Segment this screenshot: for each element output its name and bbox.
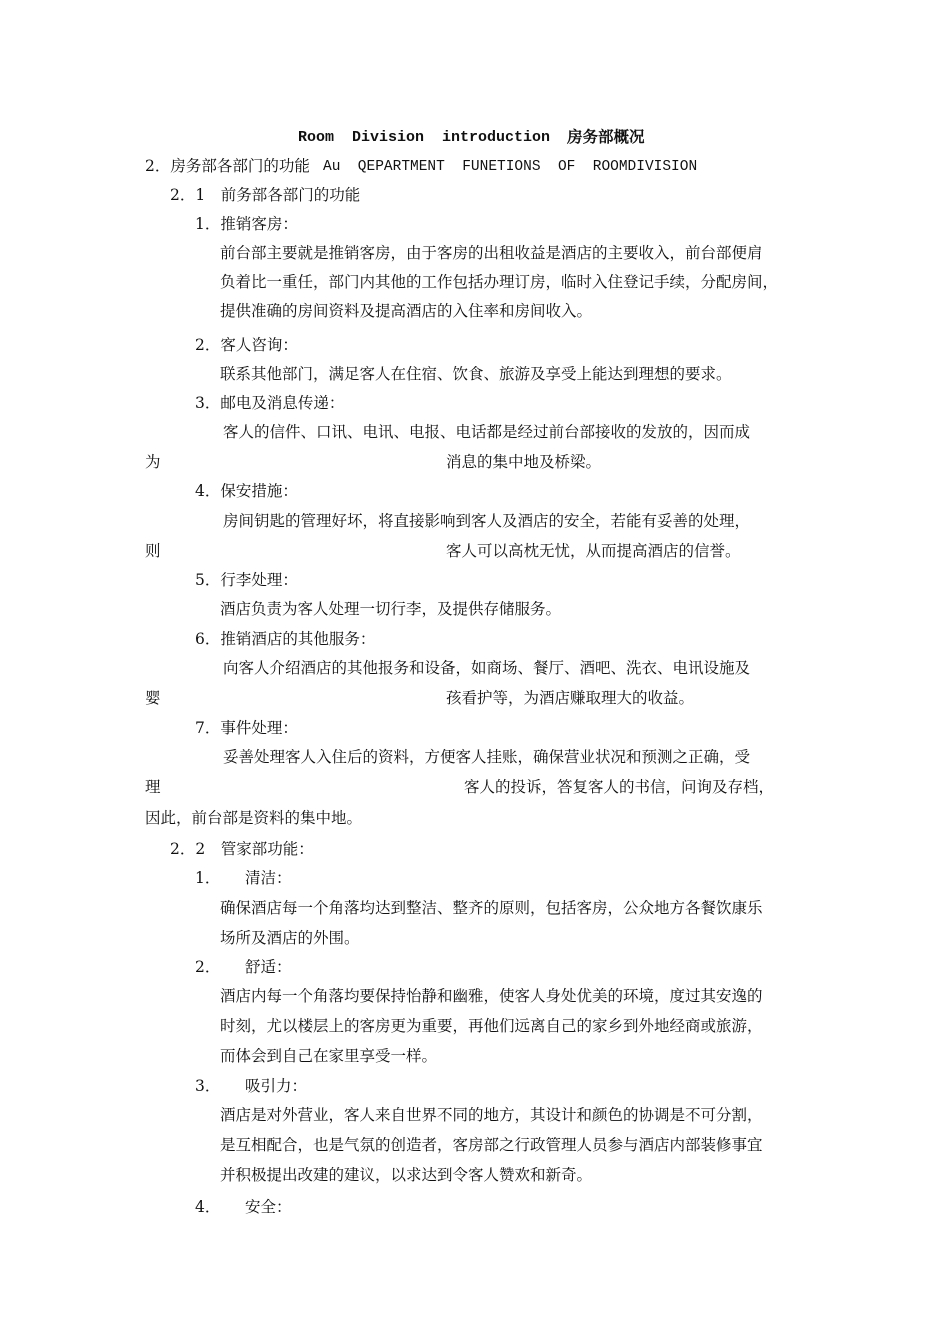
item-3-line-wrap-end: 消息的集中地及桥梁。: [446, 453, 602, 471]
item-6-line-wrap-start: 婴: [145, 689, 161, 707]
hk-item-3-number: 3．: [195, 1077, 221, 1095]
item-7-heading: 7．事件处理：: [195, 719, 298, 737]
hk-item-1-line: 场所及酒店的外围。: [220, 929, 360, 947]
hk-item-1-line: 确保酒店每一个角落均达到整洁、整齐的原则，包括客房，公众地方各餐饮康乐: [220, 899, 763, 917]
hk-item-2-number: 2．: [195, 958, 221, 976]
hk-item-1-number: 1．: [195, 869, 221, 887]
item-4-heading: 4．保安措施：: [195, 482, 298, 500]
title-chinese: 房务部概况: [567, 127, 645, 146]
hk-item-1-heading: 清洁：: [245, 869, 292, 887]
hk-item-2-heading: 舒适：: [245, 958, 292, 976]
item-3-line: 客人的信件、口讯、电讯、电报、电话都是经过前台部接收的发放的，因而成: [223, 423, 751, 441]
hk-item-2-line: 而体会到自己在家里享受一样。: [220, 1047, 438, 1065]
title-english: Room Division introduction: [298, 129, 551, 146]
item-6-line: 向客人介绍酒店的其他报务和设备，如商场、餐厅、酒吧、洗衣、电讯设施及: [223, 659, 751, 677]
section-2-heading-english: Au QEPARTMENT FUNETIONS OF ROOMDIVISION: [323, 159, 698, 175]
item-4-line: 房间钥匙的管理好坏，将直接影响到客人及酒店的安全，若能有妥善的处理，: [223, 512, 751, 530]
item-1-heading: 1．推销客房：: [195, 215, 298, 233]
item-7-line-wrap-start: 理: [145, 778, 161, 796]
hk-item-3-line: 酒店是对外营业，客人来自世界不同的地方，其设计和颜色的协调是不可分割，: [220, 1106, 763, 1124]
section-2-1-heading: 2．1 前务部各部门的功能: [170, 186, 361, 204]
item-4-line-wrap-end: 客人可以高枕无忧，从而提高酒店的信誉。: [446, 542, 741, 560]
section-2-heading: 2．房务部各部门的功能: [145, 157, 310, 175]
item-1-line: 前台部主要就是推销客房，由于客房的出租收益是酒店的主要收入，前台部便肩: [220, 244, 763, 262]
item-3-heading: 3．邮电及消息传递：: [195, 394, 345, 412]
item-4-line-wrap-start: 则: [145, 542, 161, 560]
hk-item-3-heading: 吸引力：: [245, 1077, 308, 1095]
item-6-heading: 6．推销酒店的其他服务：: [195, 630, 376, 648]
item-5-line: 酒店负责为客人处理一切行李，及提供存储服务。: [220, 600, 562, 618]
hk-item-3-line: 是互相配合，也是气氛的创造者，客房部之行政管理人员参与酒店内部装修事宜: [220, 1136, 763, 1154]
item-2-line: 联系其他部门，满足客人在住宿、饮食、旅游及享受上能达到理想的要求。: [220, 365, 732, 383]
item-6-line-wrap-end: 孩看护等，为酒店赚取理大的收益。: [446, 689, 695, 707]
item-3-line-wrap-start: 为: [145, 453, 161, 471]
hk-item-2-line: 时刻，尤以楼层上的客房更为重要，再他们远离自己的家乡到外地经商或旅游，: [220, 1017, 763, 1035]
item-7-line: 妥善处理客人入住后的资料，方便客人挂账，确保营业状况和预测之正确，受: [223, 748, 751, 766]
hk-item-3-line: 并积极提出改建的建议，以求达到令客人赞欢和新奇。: [220, 1166, 593, 1184]
hk-item-2-line: 酒店内每一个角落均要保持怡静和幽雅，使客人身处优美的环境，度过其安逸的: [220, 987, 763, 1005]
item-7-line: 因此，前台部是资料的集中地。: [145, 809, 363, 827]
hk-item-4-heading: 安全：: [245, 1198, 292, 1216]
hk-item-4-number: 4．: [195, 1198, 221, 1216]
section-2-2-heading: 2．2 管家部功能：: [170, 840, 314, 858]
item-5-heading: 5．行李处理：: [195, 571, 298, 589]
item-1-line: 提供准确的房间资料及提高酒店的入住率和房间收入。: [220, 302, 593, 320]
item-1-line: 负着比一重任，部门内其他的工作包括办理订房，临时入住登记手续，分配房间，: [220, 273, 779, 291]
item-7-line-wrap-end: 客人的投诉，答复客人的书信，问询及存档，: [464, 778, 775, 796]
item-2-heading: 2．客人咨询：: [195, 336, 298, 354]
